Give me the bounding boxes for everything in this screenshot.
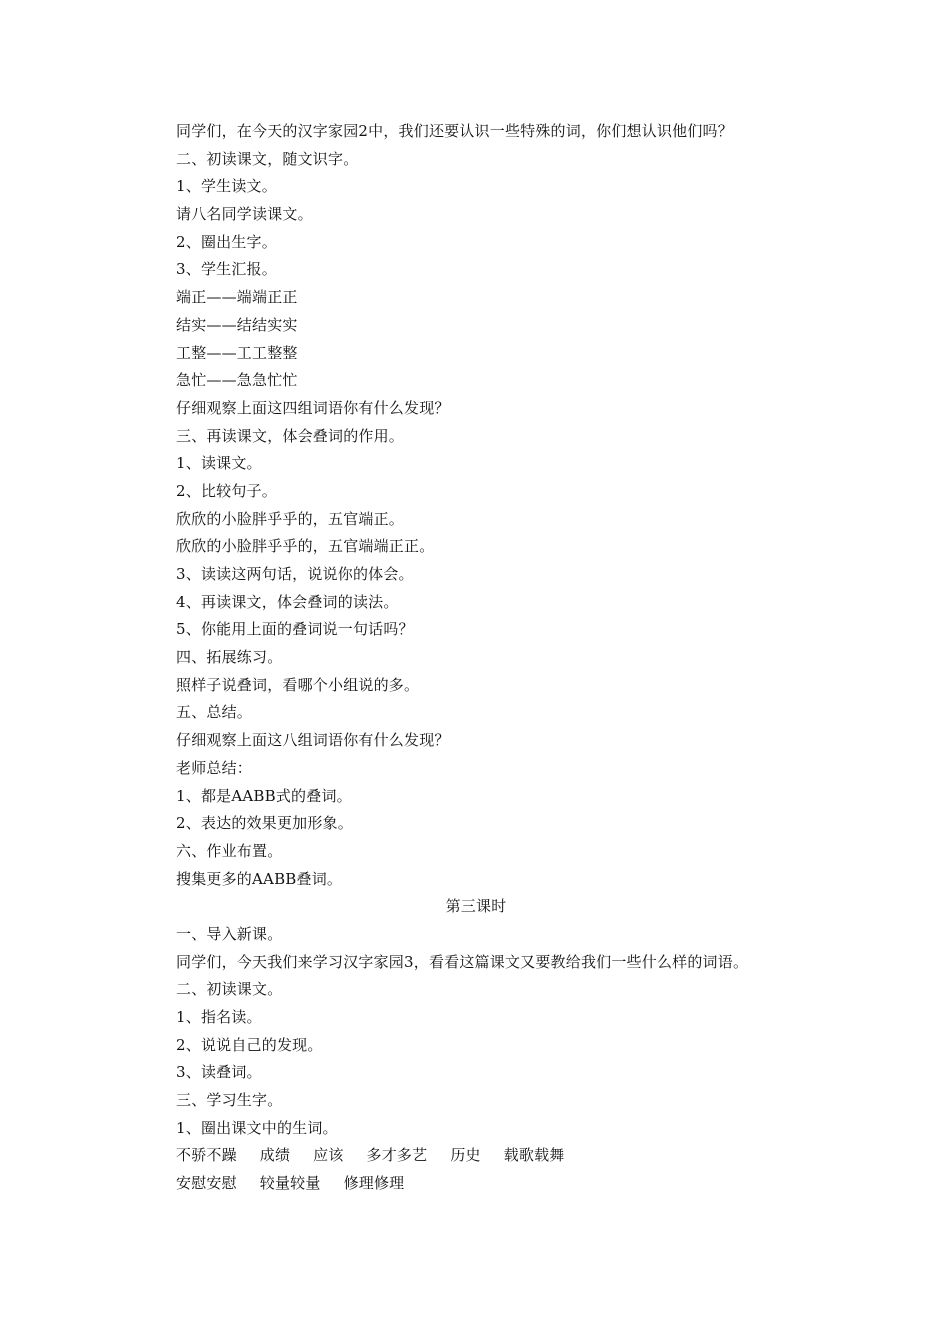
text-line: 同学们，今天我们来学习汉字家园3，看看这篇课文又要教给我们一些什么样的词语。: [176, 952, 749, 971]
text-line: 一、导入新课。: [176, 924, 283, 943]
vocabulary-word: 成绩: [259, 1146, 291, 1165]
text-line: 二、初读课文。: [176, 980, 283, 999]
document-body: [176, 118, 796, 1198]
vocabulary-row: [176, 1170, 796, 1198]
text-line: 端正——端端正正: [176, 288, 298, 307]
vocabulary-word: 多才多艺: [366, 1146, 428, 1165]
text-line: 结实——结结实实: [176, 315, 298, 334]
vocabulary-word: 载歌载舞: [503, 1146, 565, 1165]
text-line: 老师总结：: [176, 758, 253, 777]
text-line: 1、学生读文。: [176, 177, 277, 196]
text-line: 2、圈出生字。: [176, 232, 277, 251]
text-line: 2、说说自己的发现。: [176, 1035, 323, 1054]
text-line: 欣欣的小脸胖乎乎的，五官端端正正。: [176, 537, 435, 556]
text-line: 1、都是AABB式的叠词。: [176, 786, 352, 805]
section-title: 第三课时: [445, 897, 507, 916]
vocabulary-word: 应该: [313, 1146, 344, 1165]
text-line: 工整——工工整整: [176, 343, 298, 362]
text-line: 1、圈出课文中的生词。: [176, 1118, 338, 1137]
text-line: 照样子说叠词，看哪个小组说的多。: [176, 675, 420, 694]
text-line: 3、学生汇报。: [176, 260, 277, 279]
vocabulary-word: 修理修理: [343, 1174, 405, 1193]
vocabulary-word: 历史: [450, 1146, 481, 1165]
vocabulary-word: 较量较量: [259, 1174, 321, 1193]
text-line: 2、表达的效果更加形象。: [176, 814, 353, 833]
text-line: 同学们，在今天的汉字家园2中，我们还要认识一些特殊的词，你们想认识他们吗？: [176, 122, 733, 140]
vocabulary-row: [176, 1142, 796, 1170]
text-line: 1、指名读。: [176, 1008, 262, 1026]
text-line: 搜集更多的AABB叠词。: [176, 869, 343, 888]
vocabulary-word: 不骄不躁: [176, 1146, 237, 1165]
text-line: 仔细观察上面这四组词语你有什么发现？: [176, 398, 450, 417]
text-line: 5、你能用上面的叠词说一句话吗？: [176, 620, 414, 639]
text-line: 三、再读课文，体会叠词的作用。: [176, 426, 405, 445]
text-line: 仔细观察上面这八组词语你有什么发现？: [176, 731, 450, 750]
text-line: 3、读读这两句话，说说你的体会。: [176, 565, 414, 583]
text-line: 请八名同学读课文。: [176, 205, 313, 224]
text-line: 急忙——急急忙忙: [176, 371, 298, 390]
text-line: 4、再读课文，体会叠词的读法。: [176, 592, 399, 611]
text-line: 五、总结。: [176, 703, 253, 722]
vocabulary-word: 安慰安慰: [176, 1174, 237, 1193]
text-line: 欣欣的小脸胖乎乎的，五官端正。: [176, 509, 405, 528]
text-line: 二、初读课文，随文识字。: [176, 149, 359, 168]
text-line: 六、作业布置。: [176, 841, 283, 860]
text-line: 三、学习生字。: [176, 1091, 283, 1110]
text-line: 2、比较句子。: [176, 481, 277, 500]
text-line: 1、读课文。: [176, 454, 262, 473]
text-line: 四、拓展练习。: [176, 648, 283, 667]
text-line: 3、读叠词。: [176, 1063, 262, 1082]
